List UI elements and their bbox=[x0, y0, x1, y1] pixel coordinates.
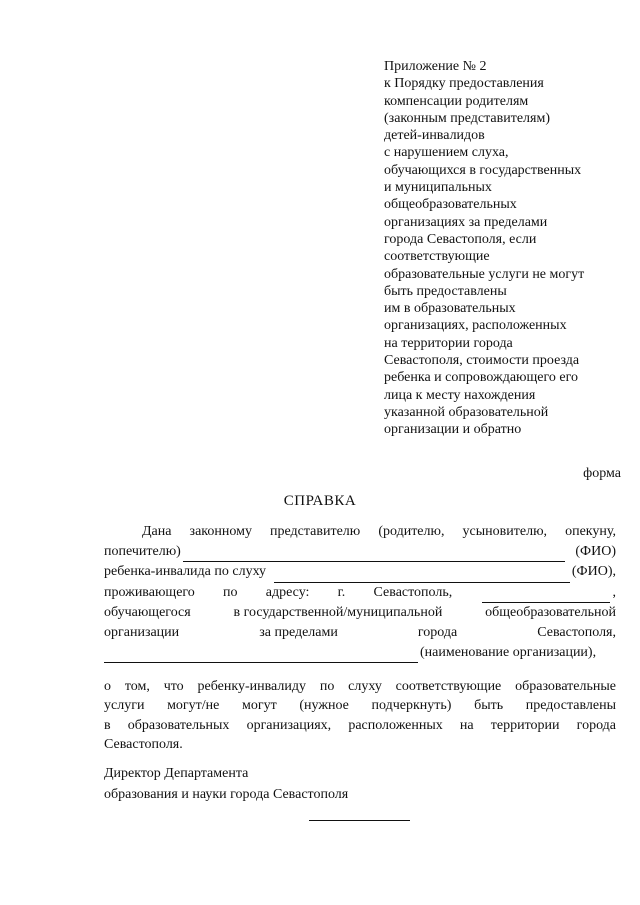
body-text: (ФИО), bbox=[571, 564, 616, 580]
appendix-line: города Севастополя, если bbox=[384, 231, 537, 247]
body-line-6 bbox=[104, 623, 616, 643]
body-line-1: Дана законному представителю (родителю, усыновителю, опекуну, bbox=[142, 524, 616, 539]
body-line-2 bbox=[104, 542, 616, 562]
appendix-line: организациях за пределами bbox=[384, 214, 548, 230]
signature-line[interactable] bbox=[309, 820, 410, 821]
appendix-line: к Порядку предоставления bbox=[384, 76, 544, 92]
appendix-header bbox=[384, 58, 634, 439]
statement-line: услуги могут/не могут (нужное подчеркнуть) быть предоставлены bbox=[104, 698, 616, 714]
body-word: Севастополя, bbox=[537, 625, 616, 641]
appendix-line: соответствующие bbox=[384, 249, 490, 265]
body-line-7 bbox=[104, 643, 616, 663]
body-word: обучающегося bbox=[104, 604, 191, 620]
signature-title: образования и науки города Севастополя bbox=[104, 786, 349, 802]
body-word: адресу: bbox=[265, 584, 310, 600]
signature-block bbox=[104, 764, 348, 805]
appendix-line: быть предоставлены bbox=[384, 283, 507, 299]
body-word: Севастополь, bbox=[373, 584, 453, 600]
organization-name-blank[interactable] bbox=[104, 648, 418, 663]
appendix-line: организациях, расположенных bbox=[384, 318, 567, 334]
appendix-line: указанной образовательной bbox=[384, 404, 549, 420]
appendix-line: и муниципальных bbox=[384, 180, 492, 196]
body-word: организации bbox=[104, 625, 180, 641]
statement-line: в образовательных организациях, расположенных на территории города bbox=[104, 717, 616, 733]
statement-line: Севастополя. bbox=[104, 737, 183, 753]
appendix-line: детей-инвалидов bbox=[384, 128, 485, 144]
body-text: ребенка-инвалида по слуху bbox=[104, 564, 267, 580]
document-title: СПРАВКА bbox=[283, 493, 357, 509]
appendix-line: компенсации родителям bbox=[384, 93, 529, 109]
body-text: (ФИО) bbox=[575, 544, 616, 560]
address-blank[interactable] bbox=[482, 588, 610, 603]
body-word: за пределами bbox=[259, 625, 338, 641]
guardian-name-blank[interactable] bbox=[183, 547, 566, 562]
body-word: города bbox=[417, 625, 458, 641]
appendix-line: на территории города bbox=[384, 335, 513, 351]
body-line-3 bbox=[104, 562, 616, 582]
appendix-line: лица к месту нахождения bbox=[384, 387, 536, 403]
appendix-line: общеобразовательных bbox=[384, 197, 517, 213]
certificate-statement bbox=[104, 677, 616, 755]
body-text: (наименование организации), bbox=[420, 645, 597, 661]
appendix-line: обучающихся в государственных bbox=[384, 162, 582, 178]
appendix-line: ребенка и сопровождающего его bbox=[384, 370, 578, 386]
appendix-line: с нарушением слуха, bbox=[384, 145, 509, 161]
body-line-4 bbox=[104, 583, 616, 603]
body-word: в государственной/муниципальной bbox=[233, 604, 443, 620]
appendix-line: Приложение № 2 bbox=[384, 59, 487, 74]
signature-title: Директор Департамента bbox=[104, 766, 249, 781]
certificate-body bbox=[104, 522, 616, 663]
child-name-blank[interactable] bbox=[274, 568, 570, 583]
appendix-line: организации и обратно bbox=[384, 422, 522, 438]
appendix-line: Севастополя, стоимости проезда bbox=[384, 353, 580, 369]
form-label: форма bbox=[583, 466, 621, 481]
body-word: проживающего bbox=[104, 584, 195, 600]
body-word: общеобразовательной bbox=[485, 604, 616, 620]
body-line-5 bbox=[104, 603, 616, 623]
body-text: , bbox=[612, 584, 616, 600]
body-text: попечителю) bbox=[104, 544, 181, 560]
body-word: г. bbox=[337, 584, 346, 600]
appendix-line: им в образовательных bbox=[384, 301, 516, 317]
appendix-line: образовательные услуги не могут bbox=[384, 266, 585, 282]
appendix-line: (законным представителям) bbox=[384, 110, 550, 126]
statement-line: о том, что ребенку-инвалиду по слуху соответствующие образовательные bbox=[104, 679, 616, 694]
body-word: по bbox=[223, 584, 238, 600]
